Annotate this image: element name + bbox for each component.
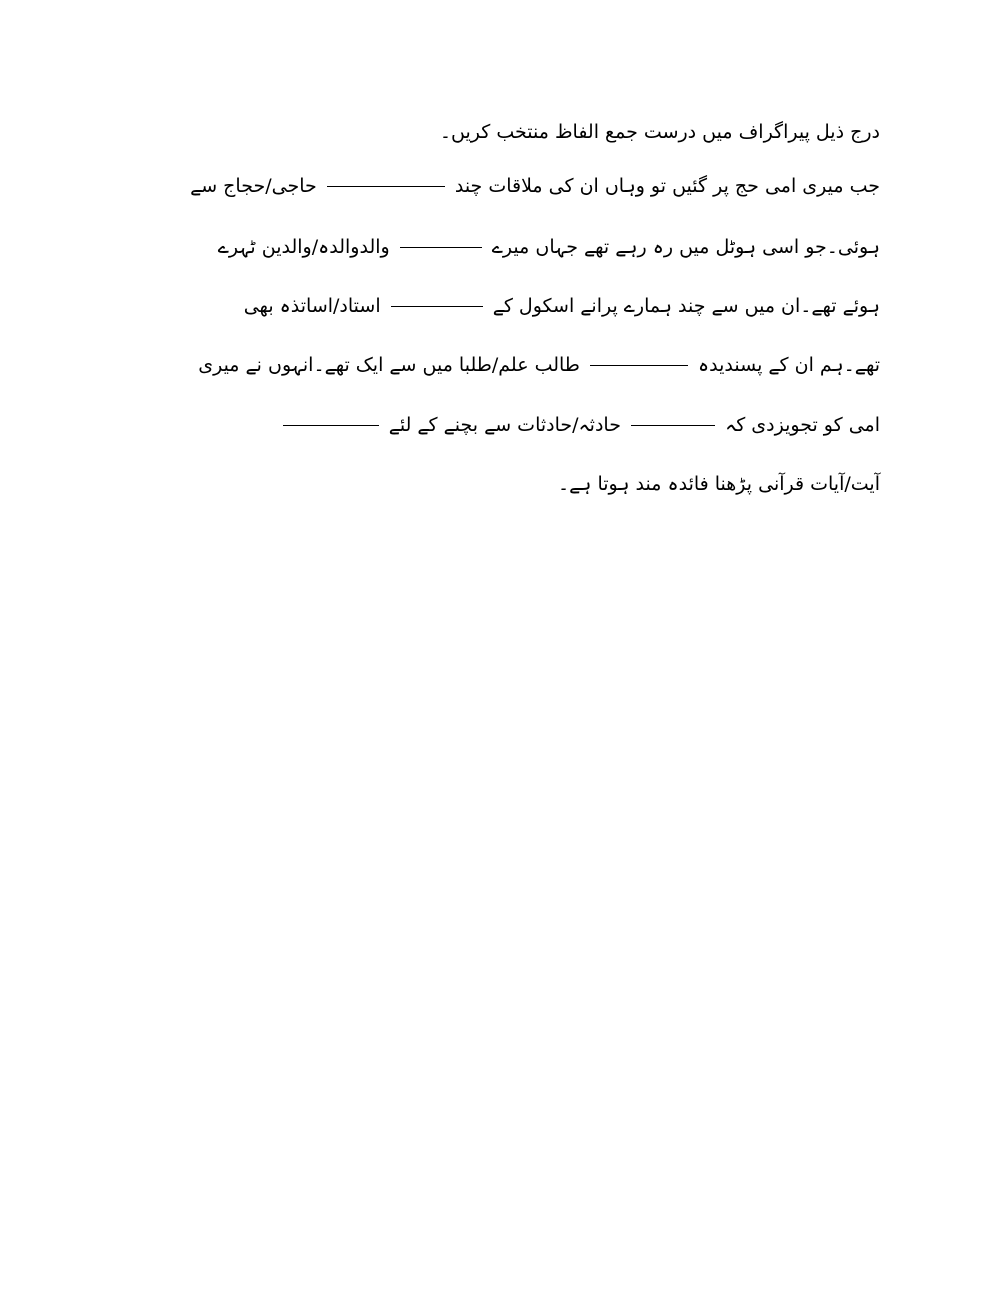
answer-blank-2[interactable] — [400, 247, 482, 248]
line-2-text-before: ہوئی۔جو اسی ہوٹل میں رہ رہے تھے جہاں میرے — [491, 236, 880, 258]
answer-blank-5[interactable] — [631, 425, 715, 426]
line-5-text-middle: حادثہ/حادثات سے بچنے کے لئے — [388, 414, 621, 436]
answer-blank-6[interactable] — [283, 425, 379, 426]
line-3-text-before: ہوئے تھے۔ان میں سے چند ہمارے پرانے اسکول کے — [492, 295, 880, 317]
line-3-text-after: استاد/اساتذہ بھی — [243, 295, 381, 317]
line-4-text-after: طالب علم/طلبا میں سے ایک تھے۔انہوں نے میری — [198, 354, 580, 376]
line-1-text-before: جب میری امی حج پر گئیں تو وہاں ان کی ملاقات چند — [454, 175, 880, 197]
line-5-text-before: امی کو تجویزدی کہ — [725, 414, 880, 436]
paragraph-line-2 — [218, 233, 880, 261]
paragraph-line-4 — [198, 351, 880, 379]
paragraph-line-5 — [279, 411, 880, 439]
answer-blank-3[interactable] — [391, 306, 483, 307]
answer-blank-1[interactable] — [327, 186, 445, 187]
line-2-text-after: والدوالدہ/والدین ٹہرے — [217, 236, 390, 258]
answer-blank-4[interactable] — [590, 365, 688, 366]
line-1-text-after: حاجی/حجاج سے — [190, 175, 317, 197]
instruction-heading: درج ذیل پیراگراف میں درست جمع الفاظ منتخب کریں۔ — [439, 121, 880, 143]
line-4-text-before: تھے۔ہم ان کے پسندیدہ — [698, 354, 880, 376]
paragraph-line-3 — [244, 292, 880, 320]
paragraph-line-1 — [190, 172, 880, 200]
paragraph-line-6: آیت/آیات قرآنی پڑھنا فائدہ مند ہوتا ہے۔ — [558, 473, 880, 495]
